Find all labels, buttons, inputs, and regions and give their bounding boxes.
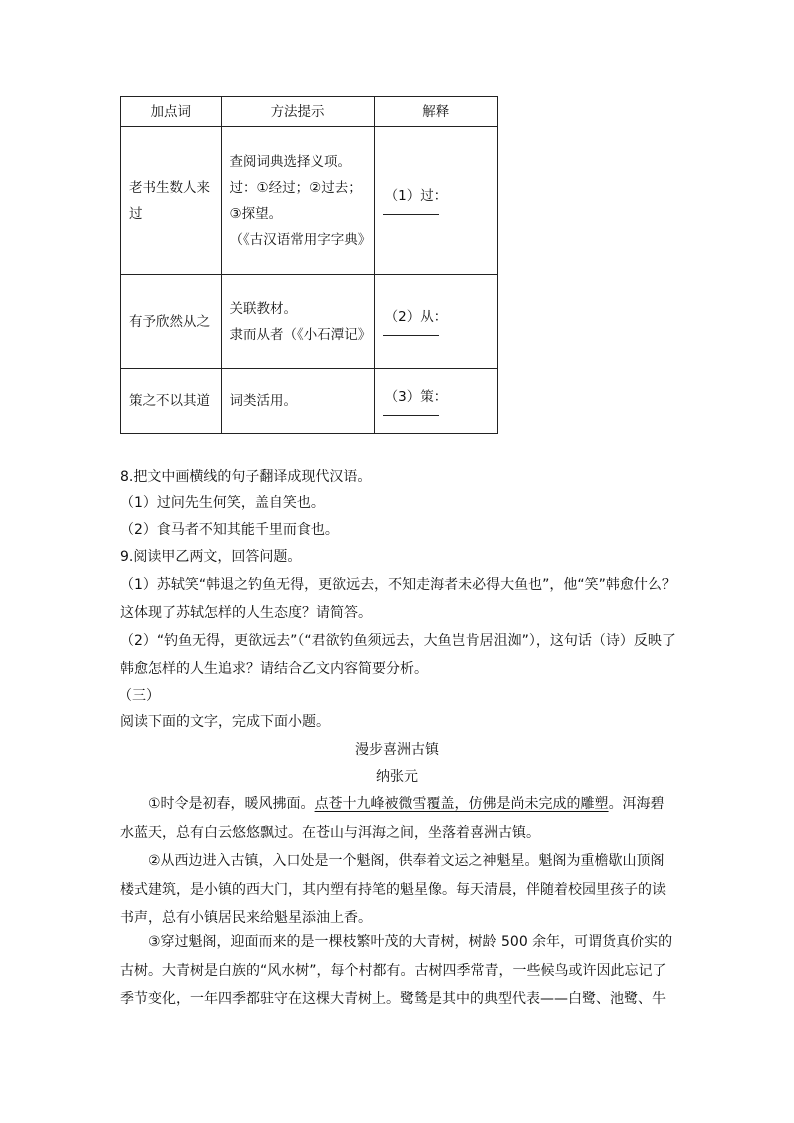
method-line: 过：①经过；②过去；③探望。: [229, 179, 362, 222]
answer-blank[interactable]: [383, 327, 439, 336]
question-9-1: （1）苏轼笑“韩退之钓鱼无得，更欲远去，不知走海者未必得大鱼也”，他“笑”韩愈什么？这体现了苏轼怎样的人生态度？请简答。: [120, 577, 676, 621]
underlined-sentence: 点苍十九峰被微雪覆盖，仿佛是尚未完成的雕塑: [314, 796, 609, 812]
answer-prompt: （3）策：: [384, 388, 448, 405]
method-line: 隶而从者（《小石潭记》: [229, 326, 372, 343]
method-line: 查阅词典选择义项。: [229, 153, 352, 170]
table-row: [121, 275, 498, 369]
article-author: 纳张元: [376, 769, 418, 785]
question-8: 8.把文中画横线的句子翻译成现代汉语。: [120, 469, 372, 485]
word-cell: 有予欣然从之: [121, 275, 222, 369]
table-header-row: [121, 97, 498, 127]
word-cell: 老书生数人来过: [121, 127, 222, 275]
method-line: （《古汉语常用字字典》: [229, 231, 372, 248]
method-cell: [221, 275, 374, 369]
answer-cell: [374, 369, 497, 434]
section-instruction: 阅读下面的文字，完成下面小题。: [120, 714, 330, 730]
method-line: 词类活用。: [229, 393, 298, 409]
article-title: 漫步喜洲古镇: [355, 742, 439, 758]
header-method: 方法提示: [221, 97, 374, 127]
question-8-1: （1）过问先生何笑，盖自笑也。: [120, 495, 325, 511]
paragraph-2: ②从西边进入古镇，入口处是一个魁阁，供奉着文运之神魁星。魁阁为重檐歇山顶阁楼式建筑，是小镇的西大门，其内塑有持笔的魁星像。每天清晨，伴随着校园里孩子的读书声，总有小镇居民来给魁星添油上香。: [120, 853, 666, 926]
method-cell: [221, 127, 374, 275]
paragraph-1: [120, 790, 676, 847]
paragraph-1-text: ①时令是初春，暖风拂面。: [148, 796, 315, 812]
paragraph-3: ③穿过魁阁，迎面而来的是一棵枝繁叶茂的大青树，树龄 500 余年，可谓货真价实的古树。大青树是白族的“风水树”，每个村都有。古树四季常青，一些候鸟或许因此忘记了季节变化，一年四季都驻守在这棵大青树上。鹭鸶是其中的典型代表——白鹭、池鹭、牛: [120, 934, 673, 1007]
question-8-2: （2）食马者不知其能千里而食也。: [120, 522, 339, 538]
answer-prompt: （1）过：: [384, 188, 448, 204]
answer-cell: [374, 275, 497, 369]
answer-cell: [374, 127, 497, 275]
table-row: [121, 127, 498, 275]
question-9: 9.阅读甲乙两文，回答问题。: [120, 549, 302, 565]
method-cell: [221, 369, 374, 434]
answer-blank[interactable]: [383, 407, 439, 416]
section-label: （三）: [118, 688, 160, 704]
method-line: 关联教材。: [229, 300, 298, 317]
word-cell: 策之不以其道: [121, 369, 222, 434]
answer-blank[interactable]: [383, 206, 439, 215]
header-word: 加点词: [121, 97, 222, 127]
vocab-table: [120, 96, 498, 434]
paragraph-1-text-rest: 。洱海碧水蓝天，总有白云悠悠飘过。在苍山与洱海之间，坐落着喜洲古镇。: [120, 796, 665, 841]
table-row: [121, 369, 498, 434]
header-explanation: 解释: [374, 97, 497, 127]
answer-prompt: （2）从：: [384, 309, 448, 325]
question-9-2: （2）“钓鱼无得，更欲远去”（“君欲钓鱼须远去，大鱼岂肯居沮洳”），这句话（诗）反映了韩愈怎样的人生追求？请结合乙文内容简要分析。: [120, 633, 676, 677]
